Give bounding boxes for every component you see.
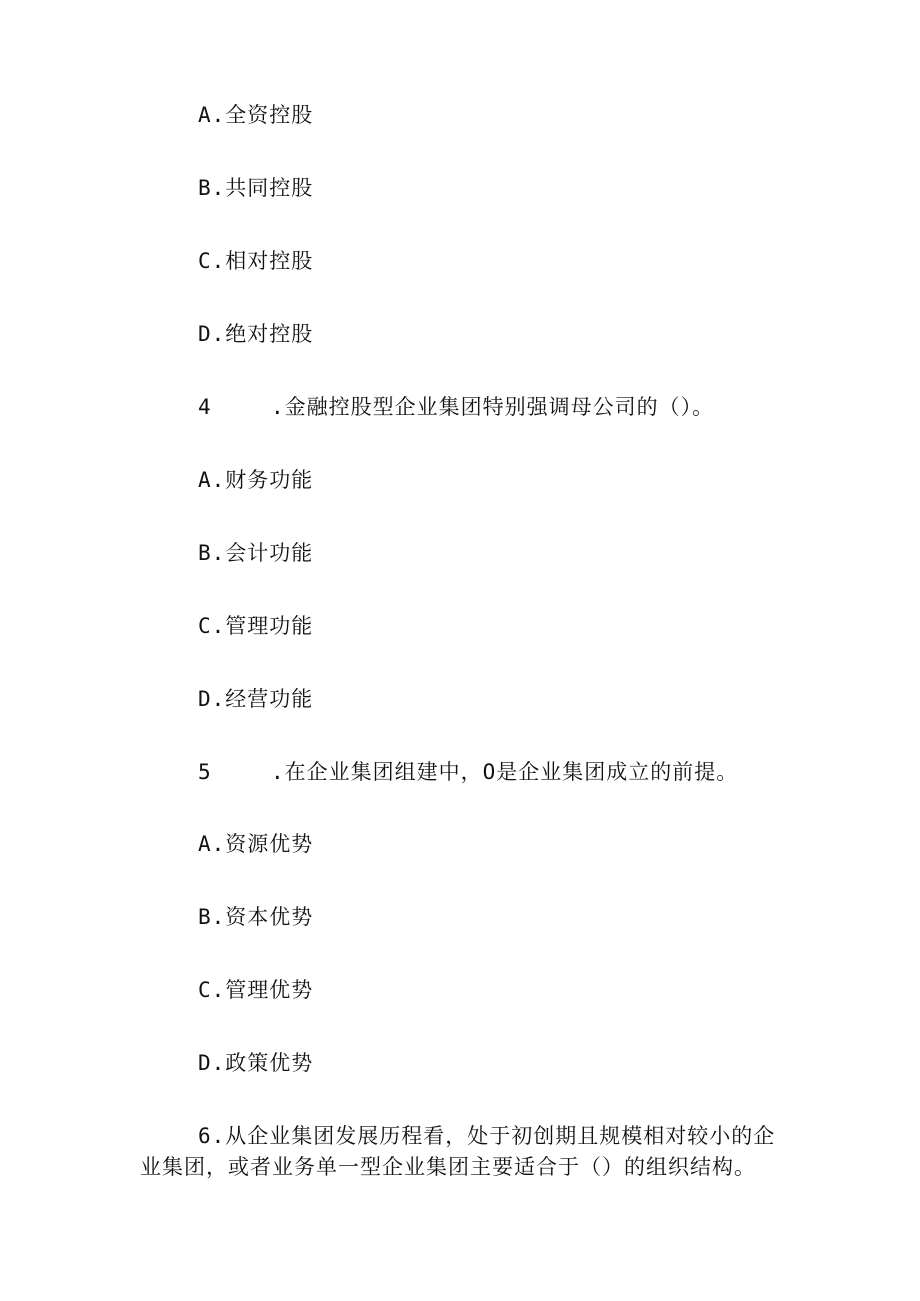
q5-option-a: A.资源优势 <box>198 832 314 856</box>
q4-option-c: C.管理功能 <box>198 614 314 638</box>
q5-text: .在企业集团组建中，O是企业集团成立的前提。 <box>271 760 739 784</box>
q3-option-b: B.共同控股 <box>198 176 314 200</box>
q5-option-d: D.政策优势 <box>198 1051 314 1075</box>
q3-option-c: C.相对控股 <box>198 249 314 273</box>
q3-option-a: A.全资控股 <box>198 103 314 127</box>
q5-option-b: B.资本优势 <box>198 905 314 929</box>
q3-option-d: D.绝对控股 <box>198 322 314 346</box>
q4-option-a: A.财务功能 <box>198 468 314 492</box>
q6-text-line1: 6.从企业集团发展历程看，处于初创期且规模相对较小的企 <box>198 1124 776 1148</box>
q6-text-line2: 业集团，或者业务单一型企业集团主要适合于（）的组织结构。 <box>140 1155 756 1179</box>
q4-number: 4 <box>198 395 212 419</box>
q4-option-b: B.会计功能 <box>198 541 314 565</box>
q5-number: 5 <box>198 760 212 784</box>
q5-option-c: C.管理优势 <box>198 978 314 1002</box>
q4-text: .金融控股型企业集团特别强调母公司的（）。 <box>271 395 715 419</box>
q4-option-d: D.经营功能 <box>198 687 314 711</box>
